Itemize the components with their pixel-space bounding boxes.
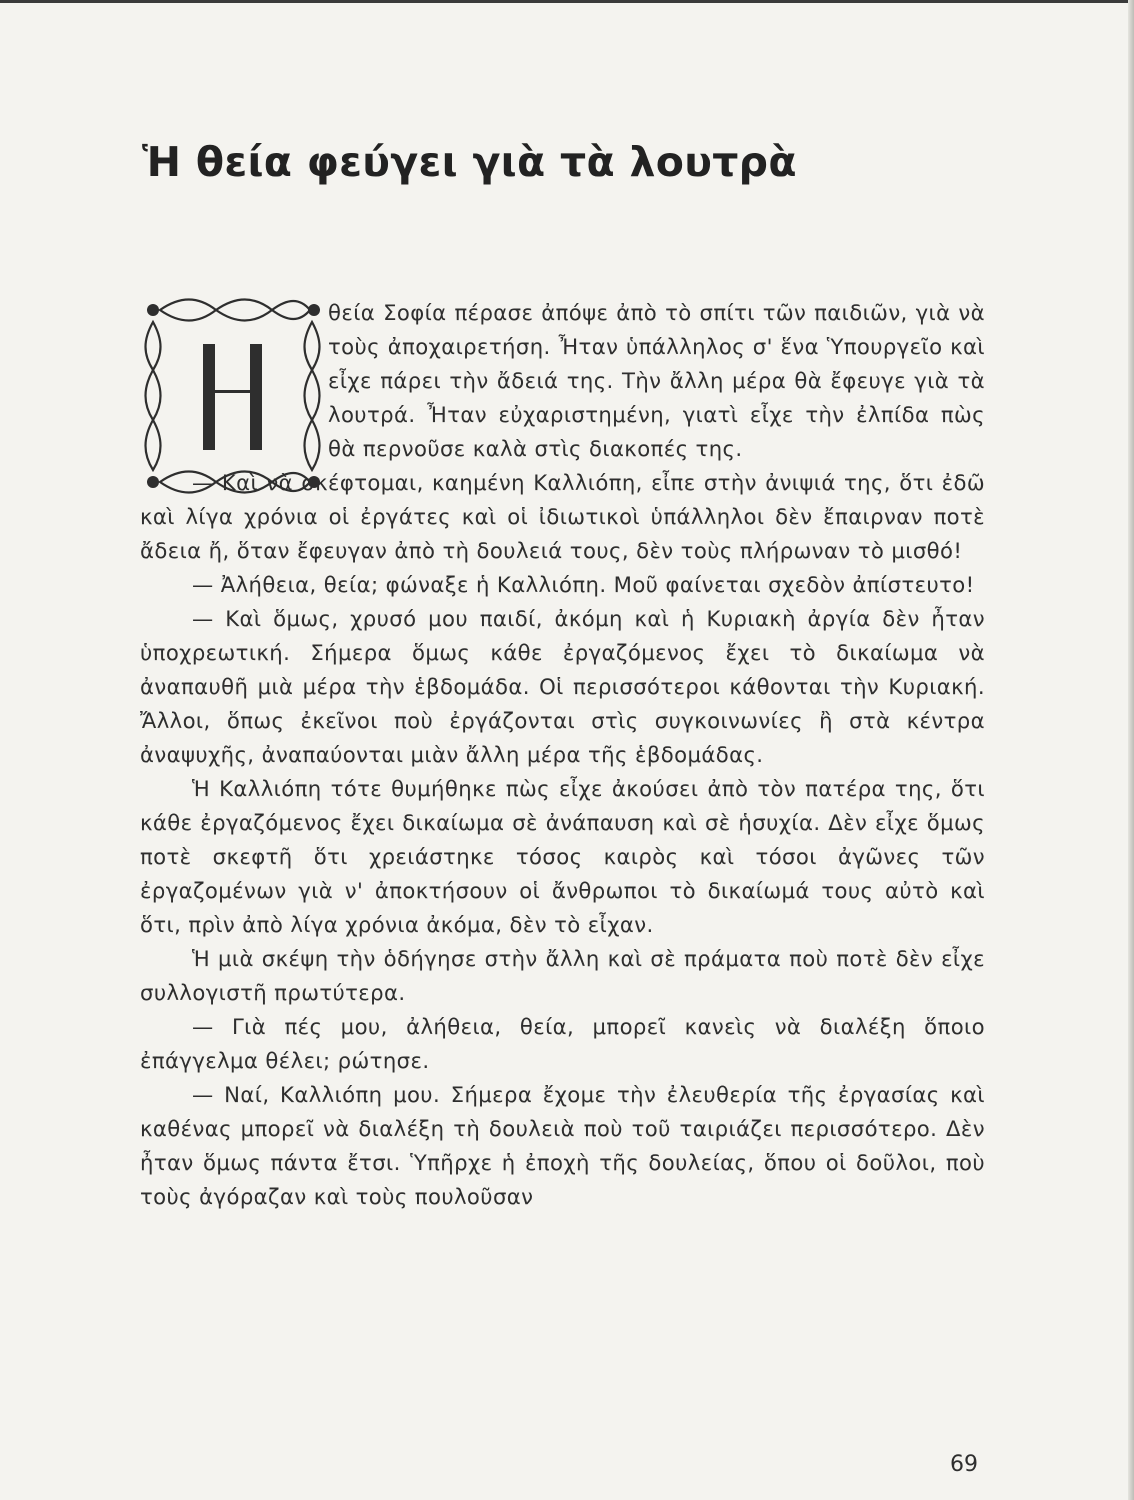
paragraph: Ἡ μιὰ σκέψη τὴν ὁδήγησε στὴν ἄλλη καὶ σὲ πράματα ποὺ ποτὲ δὲν εἶχε συλλογιστῆ πρωτύτερα. [140,946,985,1005]
paragraph: Ἡ Καλλιόπη τότε θυμήθηκε πὼς εἶχε ἀκούσει ἀπὸ τὸν πατέρα της, ὅτι κάθε ἐργαζόμενος ἔχει δικαίωμα σὲ ἀνάπαυση καὶ σὲ ἡσυχία. Δὲν εἶχε ὅμως ποτὲ σκεφτῆ ὅτι χρειάστηκε τόσος καιρὸς καὶ τόσοι ἀγῶνες τῶν ἐργαζομένων γιὰ ν' ἀποκτήσουν οἱ ἄνθρωποι τὸ δικαίωμά τους αὐτὸ καὶ ὅτι, πρὶν ἀπὸ λίγα χρόνια ἀκόμα, δὲν τὸ εἶχαν. [140,776,985,937]
page-top-edge [0,0,1134,3]
opening-paragraph: θεία Σοφία πέρασε ἀπόψε ἀπὸ τὸ σπίτι τῶν παιδιῶν, γιὰ νὰ τοὺς ἀποχαιρετήση. Ἦταν ὑπάλληλος σ' ἕνα Ὑπουργεῖο καὶ εἶχε πάρει τὴν ἄδειά της. Τὴν ἄλλη μέρα θὰ ἔφευγε γιὰ τὰ λουτρά. Ἦταν εὐχαριστημένη, γιατὶ εἶχε τὴν ἐλπίδα πὼς θὰ περνοῦσε καλὰ στὶς διακοπές της. [328,300,985,461]
body-text [140,296,985,1214]
paragraph: — Καὶ ὅμως, χρυσό μου παιδί, ἀκόμη καὶ ἡ Κυριακὴ ἀργία δὲν ἦταν ὑποχρεωτική. Σήμερα ὅμως κάθε ἐργαζόμενος ἔχει τὸ δικαίωμα νὰ ἀναπαυθῆ μιὰ μέρα τὴν ἑβδομάδα. Οἱ περισσότεροι κάθονται τὴν Κυριακή. Ἄλλοι, ὅπως ἐκεῖνοι ποὺ ἐργάζονται στὶς συγκοινωνίες ἢ στὰ κέντρα ἀναψυχῆς, ἀναπαύονται μιὰν ἄλλη μέρα τῆς ἑβδομάδας. [140,606,985,767]
paragraph: — Καὶ νὰ σκέφτομαι, καημένη Καλλιόπη, εἶπε στὴν ἀνιψιά της, ὅτι ἐδῶ καὶ λίγα χρόνια οἱ ἐργάτες καὶ οἱ ἰδιωτικοὶ ὑπάλληλοι δὲν ἔπαιρναν ποτὲ ἄδεια ἤ, ὅταν ἔφευγαν ἀπὸ τὴ δουλειά τους, δὲν τοὺς πλήρωναν τὸ μισθό! [140,470,985,563]
page-number: 69 [950,1452,978,1477]
paragraph: — Γιὰ πές μου, ἀλήθεια, θεία, μπορεῖ κανεὶς νὰ διαλέξη ὅποιο ἐπάγγελμα θέλει; ρώτησε. [140,1014,985,1073]
page-right-edge [1128,0,1134,1500]
chapter-title: Ἡ θεία φεύγει γιὰ τὰ λουτρὰ [142,138,797,186]
paragraph: — Ἀλήθεια, θεία; φώναξε ἡ Καλλιόπη. Μοῦ φαίνεται σχεδὸν ἀπίστευτο! [192,572,975,597]
paragraph: — Ναί, Καλλιόπη μου. Σήμερα ἔχομε τὴν ἐλευθερία τῆς ἐργασίας καὶ καθένας μπορεῖ νὰ διαλέξη τὴ δουλειὰ ποὺ τοῦ ταιριάζει περισσότερο. Δὲν ἦταν ὅμως πάντα ἔτσι. Ὑπῆρχε ἡ ἐποχὴ τῆς δουλείας, ὅπου οἱ δοῦλοι, ποὺ τοὺς ἀγόραζαν καὶ τοὺς πουλοῦσαν [140,1082,985,1209]
